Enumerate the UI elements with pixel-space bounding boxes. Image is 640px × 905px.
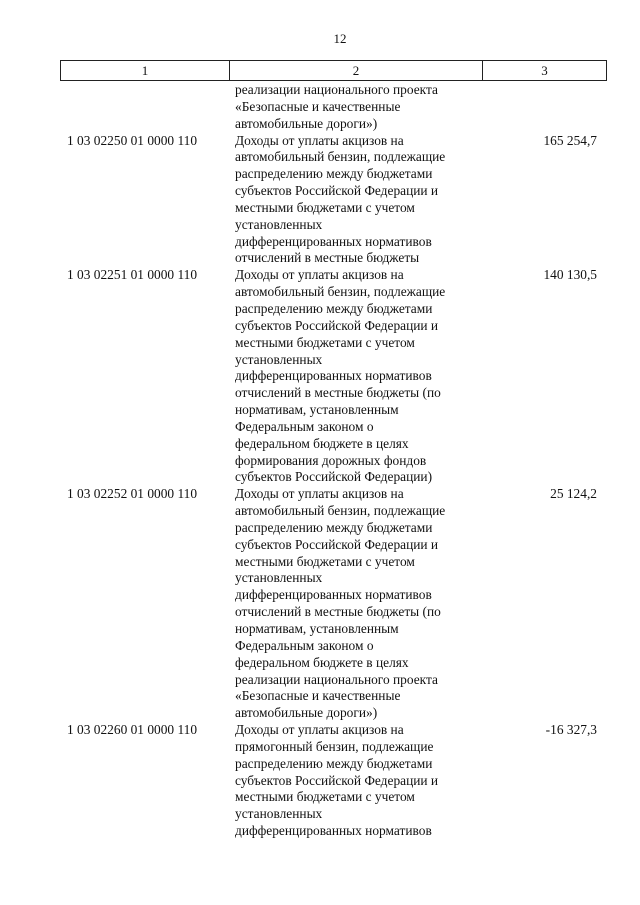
description-line: местными бюджетами с учетом <box>235 334 415 350</box>
description-line: дифференцированных нормативов <box>235 587 432 603</box>
column-header-2: 2 <box>230 61 483 81</box>
description-line: Доходы от уплаты акцизов на <box>235 722 404 738</box>
description-line: «Безопасные и качественные <box>235 98 401 114</box>
description-line: нормативам, установленным <box>235 402 399 418</box>
revenue-code: 1 03 02260 01 0000 110 <box>67 722 198 738</box>
description-line: установленных <box>235 570 323 586</box>
revenue-code: 1 03 02250 01 0000 110 <box>67 132 198 148</box>
revenue-amount: 25 124,2 <box>550 486 597 502</box>
revenue-amount: 165 254,7 <box>543 132 597 148</box>
description-line: распределению между бюджетами <box>235 755 433 771</box>
table-row <box>0 486 640 722</box>
description-line: реализации национального проекта <box>235 671 438 687</box>
description-line: отчислений в местные бюджеты <box>235 250 420 266</box>
description-line: прямогонный бензин, подлежащие <box>235 738 434 754</box>
description-line: распределению между бюджетами <box>235 166 433 182</box>
page-number: 12 <box>333 31 347 46</box>
row-description <box>235 82 485 133</box>
description-line: местными бюджетами с учетом <box>235 553 415 569</box>
description-line: распределению между бюджетами <box>235 519 433 535</box>
description-line: субъектов Российской Федерации и <box>235 317 439 333</box>
description-line: Доходы от уплаты акцизов на <box>235 132 404 148</box>
continuation-row <box>0 82 640 133</box>
table-row <box>0 267 640 486</box>
description-line: дифференцированных нормативов <box>235 823 432 839</box>
description-line: Федеральным законом о <box>235 418 374 434</box>
revenue-amount: -16 327,3 <box>545 722 597 738</box>
budget-table-body <box>0 82 640 840</box>
table-row <box>0 722 640 840</box>
description-line: Доходы от уплаты акцизов на <box>235 267 404 283</box>
row-description <box>235 722 485 840</box>
revenue-code: 1 03 02252 01 0000 110 <box>67 486 198 502</box>
description-line: нормативам, установленным <box>235 621 399 636</box>
description-line: автомобильный бензин, подлежащие <box>235 503 446 519</box>
table-header <box>60 60 607 81</box>
description-line: Федеральным законом о <box>235 637 374 653</box>
description-line: субъектов Российской Федерации и <box>235 183 439 199</box>
description-line: автомобильный бензин, подлежащие <box>235 149 446 165</box>
description-line: автомобильный бензин, подлежащие <box>235 284 446 300</box>
description-line: «Безопасные и качественные <box>235 688 401 704</box>
column-header-3: 3 <box>483 61 607 81</box>
revenue-code: 1 03 02251 01 0000 110 <box>67 267 198 283</box>
description-line: субъектов Российской Федерации и <box>235 536 439 552</box>
description-line: формирования дорожных фондов <box>235 452 427 468</box>
description-line: установленных <box>235 806 323 822</box>
row-description <box>235 486 485 722</box>
revenue-amount: 140 130,5 <box>543 267 597 283</box>
column-header-1: 1 <box>61 61 230 81</box>
description-line: дифференцированных нормативов <box>235 368 432 384</box>
description-line: федеральном бюджете в целях <box>235 435 409 451</box>
description-line: дифференцированных нормативов <box>235 233 432 249</box>
row-description <box>235 267 485 486</box>
description-line: Доходы от уплаты акцизов на <box>235 486 404 502</box>
description-line: распределению между бюджетами <box>235 300 433 316</box>
description-line: отчислений в местные бюджеты (по <box>235 604 441 620</box>
description-line: субъектов Российской Федерации) <box>235 469 433 485</box>
description-line: реализации национального проекта <box>235 82 438 97</box>
table-header-row <box>61 61 607 81</box>
description-line: установленных <box>235 216 323 232</box>
description-line: местными бюджетами с учетом <box>235 789 415 805</box>
description-line: установленных <box>235 351 323 367</box>
description-line: автомобильные дороги») <box>235 705 378 721</box>
table-row <box>0 133 640 268</box>
description-line: субъектов Российской Федерации и <box>235 772 439 788</box>
description-line: местными бюджетами с учетом <box>235 199 415 215</box>
row-description <box>235 133 485 268</box>
description-line: отчислений в местные бюджеты (по <box>235 385 441 401</box>
description-line: федеральном бюджете в целях <box>235 654 409 670</box>
description-line: автомобильные дороги») <box>235 115 378 131</box>
